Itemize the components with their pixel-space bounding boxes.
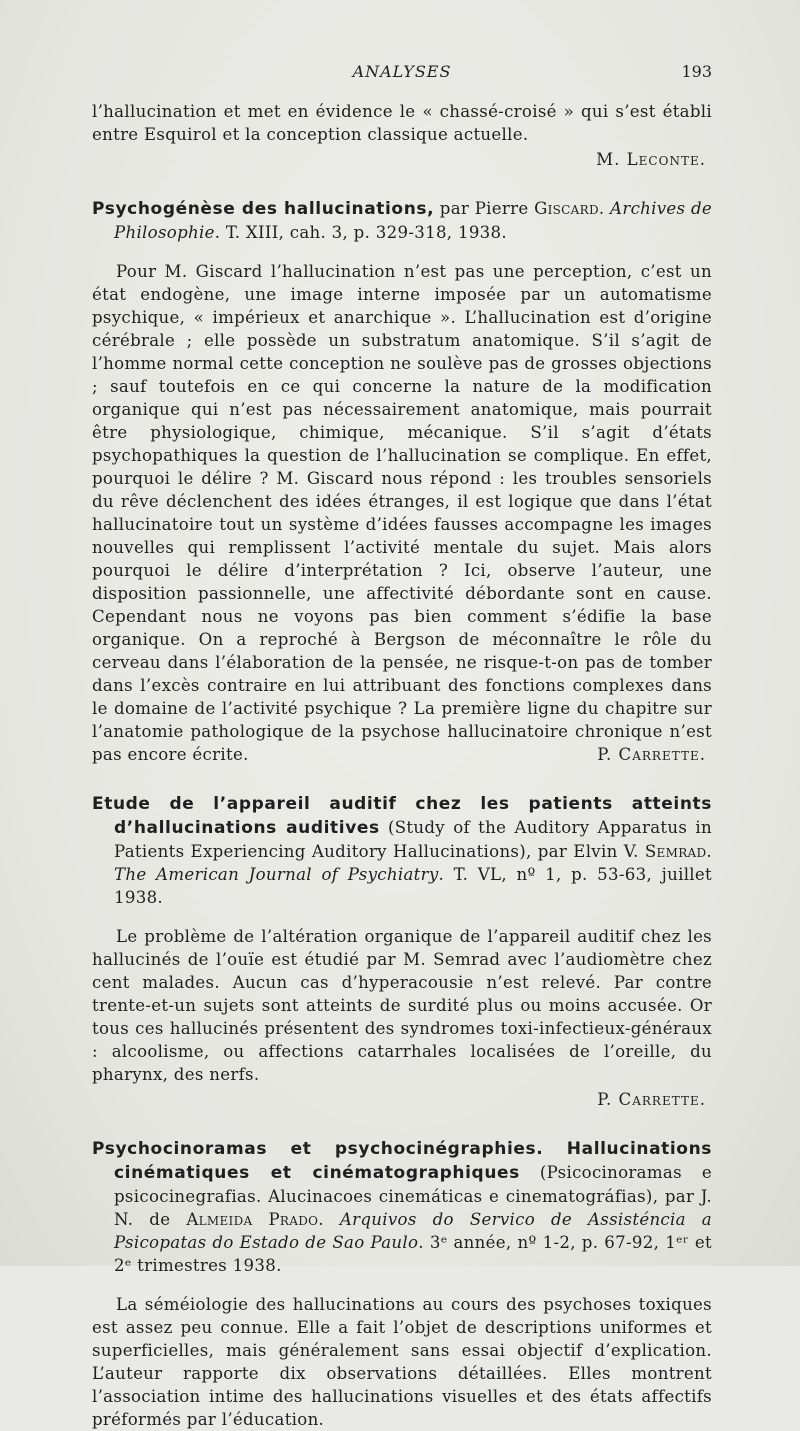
entry-citation: . T. XIII, cah. 3, p. 329-318, 1938. <box>214 223 507 242</box>
entry-sep: . <box>318 1210 340 1229</box>
entry-body: La séméiologie des hallucinations au cours des psychoses toxiques est assez peu connue. Elle a fait l’objet de descriptions uniformes et superficielles, mais généralement sans essai objectif d’explication. L’auteur rapporte dix observations détaillées. Elles montrent l’association intime des hallucinations visuelles et des états affectifs préformés par l’éducation. <box>92 1295 712 1429</box>
entry-title: Etude de l’appareil auditif chez les patients atteints d’hallucinations auditives <box>92 794 712 838</box>
entry-citation: . 3ᵉ année, nº 1-2, p. 67-92, 1ᵉʳ et 2ᵉ trimestres 1938. <box>114 1233 712 1275</box>
entry-title: Psychogénèse des hallucinations, <box>92 199 435 219</box>
entry-heading <box>92 197 712 244</box>
running-title: ANALYSES <box>352 62 452 81</box>
entry-sep: . <box>706 842 712 861</box>
entry-journal: Arquivos do Servico de Assisténcia a Psicopatas do Estado de Sao Paulo <box>114 1210 712 1252</box>
entry-citation: . T. VL, nº 1, p. 53-63, juillet 1938. <box>114 865 712 907</box>
page-number: 193 <box>681 62 712 81</box>
entry-sep: . <box>598 199 611 218</box>
entry-journal: Archives de Philosophie <box>114 199 712 242</box>
entry-author-prefix: (Study of the Auditory Apparatus in Patients Experiencing Auditory Hallucinations), par Elvin V. <box>114 818 712 861</box>
review-entry <box>92 792 712 1111</box>
entry-journal: The American Journal of Psychiatry <box>114 865 439 884</box>
entry-heading <box>92 1137 712 1277</box>
entry-signature: P. Carrette. <box>597 745 706 764</box>
entry-author-prefix: (Psicocinoramas e psicocinegrafias. Alucinacoes cinemáticas e cinematográfias), par J. N. de <box>114 1163 712 1229</box>
entry-author: Giscard <box>534 199 599 218</box>
entry-signature: P. Carrette. <box>597 1090 706 1109</box>
entry-author: Almeida Prado <box>186 1210 319 1229</box>
review-entry <box>92 197 712 766</box>
entry-body <box>92 260 712 766</box>
entry-heading <box>92 792 712 909</box>
entry-body-text: Pour M. Giscard l’hallucination n’est pas une perception, c’est un état endogène, une image interne imposée par un automatisme psychique, « impérieux et anarchique ». L’hallucination est d’origine cérébrale ; elle possède un substratum anatomique. S’il s’agit de l’homme normal cette conception ne soulève pas de grosses objections ; sauf toutefois en ce qui concerne la nature de la modification organique qui n’est pas nécessairement anatomique, mais pourrait être physiologique, chimique, mécanique. S’il s’agit d’états psychopathiques la question de l’hallucination se complique. En effet, pourquoi le délire ? M. Giscard nous répond : les troubles sensoriels du rêve déclenchent des idées étranges, il est logique que dans l’état hallucinatoire tout un système d’idées fausses accompagne les images nouvelles qui remplissent l’activité mentale du sujet. Mais alors pourquoi le délire d’interprétation ? Ici, observe l’auteur, une disposition passionnelle, une affectivité débordante sont en cause. Cependant nous ne voyons pas bien comment s’édifie la base organique. On a reproché à Bergson de méconnaître le rôle du cerveau dans l’élaboration de la pensée, ne risque-t-on pas de tomber dans l’excès contraire en lui attribuant des fonctions complexes dans le domaine de l’activité psychique ? La première ligne du chapitre sur l’anatomie pathologique de la psychose hallucinatoire chronique n’est pas encore écrite. <box>92 262 712 764</box>
entry-author-prefix: par Pierre <box>434 199 535 218</box>
entry-title: Psychocinoramas et psychocinégraphies. Hallucinations cinématiques et cinématographiques <box>92 1139 712 1183</box>
review-entry <box>92 1137 712 1431</box>
document-body <box>92 100 712 1431</box>
entry-body: Le problème de l’altération organique de l’appareil auditif chez les hallucinés de l’ouïe est étudié par M. Semrad avec l’audiomètre chez cent malades. Aucun cas d’hyperacousie n’est relevé. Par contre trente-et-un sujets sont atteints de surdité plus ou moins accusée. Or tous ces hallucinés présentent des syndromes toxi-infectieux-généraux : alcoolisme, ou affections catarrhales localisées de l’oreille, du pharynx, des nerfs. <box>92 927 712 1084</box>
entry-author: Semrad <box>644 842 707 861</box>
intro-signature: M. Leconte. <box>596 150 706 169</box>
page-header <box>92 62 712 86</box>
intro-paragraph: l’hallucination et met en évidence le « chassé-croisé » qui s’est établi entre Esquirol et la conception classique actuelle. <box>92 102 712 144</box>
